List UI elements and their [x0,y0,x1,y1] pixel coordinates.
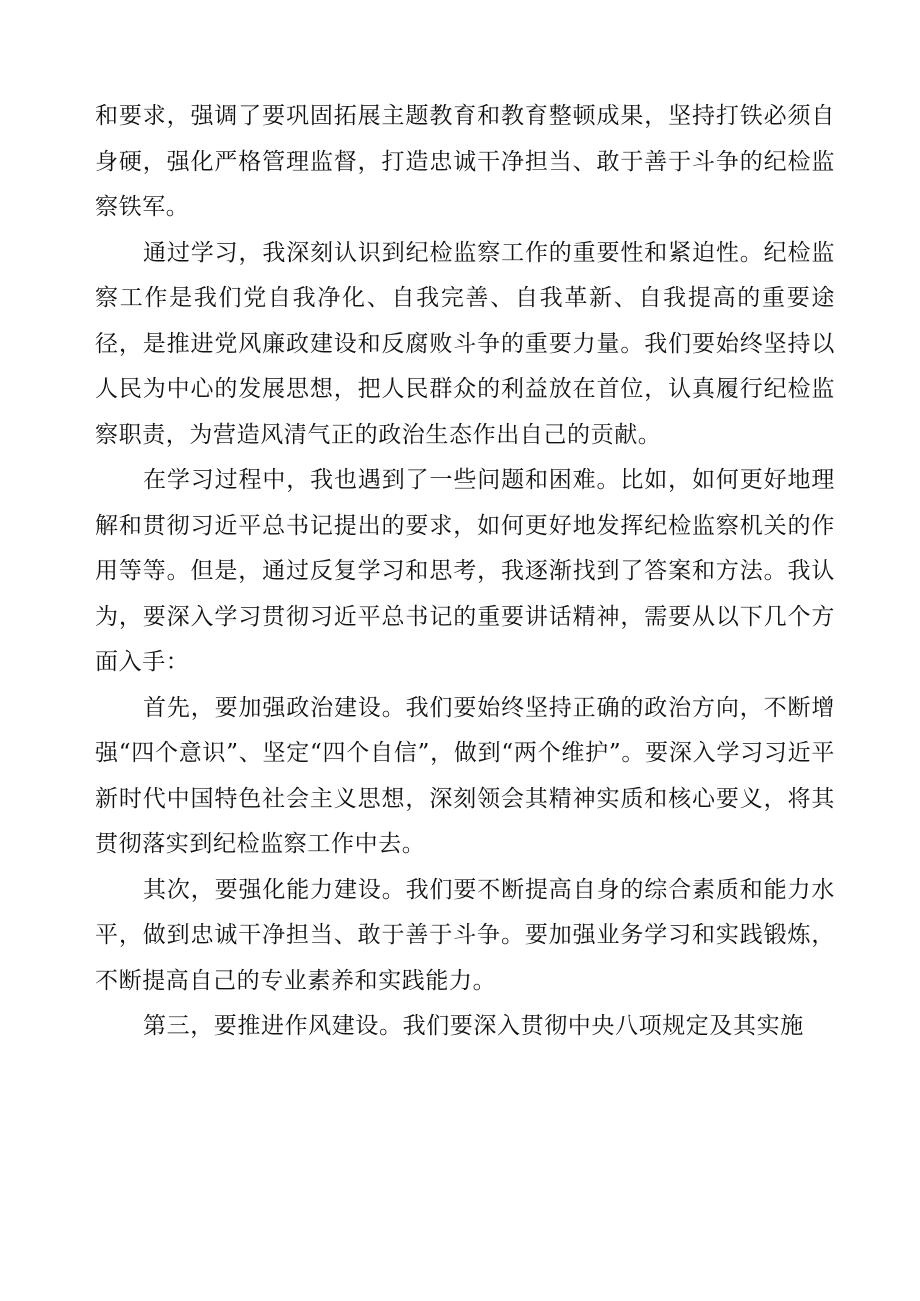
paragraph-4: 首先，要加强政治建设。我们要始终坚持正确的政治方向，不断增强“四个意识”、坚定“四个自信”，做到“两个维护”。要深入学习习近平新时代中国特色社会主义思想，深刻领会其精神实质和核心要义，将其贯彻落实到纪检监察工作中去。 [95,694,835,857]
paragraph-5: 其次，要强化能力建设。我们要不断提高自身的综合素质和能力水平，做到忠诚干净担当、敢于善于斗争。要加强业务学习和实践锻炼，不断提高自己的专业素养和实践能力。 [95,876,835,994]
paragraph-6: 第三，要推进作风建设。我们要深入贯彻中央八项规定及其实施 [143,1013,804,1039]
paragraph-1: 和要求，强调了要巩固拓展主题教育和教育整顿成果，坚持打铁必须自身硬，强化严格管理监督，打造忠诚干净担当、敢于善于斗争的纪检监察铁军。 [95,103,835,220]
document-body [95,94,835,1050]
paragraph-2: 通过学习，我深刻认识到纪检监察工作的重要性和紧迫性。纪检监察工作是我们党自我净化、自我完善、自我革新、自我提高的重要途径，是推进党风廉政建设和反腐败斗争的重要力量。我们要始终坚持以人民为中心的发展思想，把人民群众的利益放在首位，认真履行纪检监察职责，为营造风清气正的政治生态作出自己的贡献。 [95,239,835,448]
paragraph-3: 在学习过程中，我也遇到了一些问题和困难。比如，如何更好地理解和贯彻习近平总书记提出的要求，如何更好地发挥纪检监察机关的作用等等。但是，通过反复学习和思考，我逐渐找到了答案和方法。我认为，要深入学习贯彻习近平总书记的重要讲话精神，需要从以下几个方面入手： [95,467,835,675]
